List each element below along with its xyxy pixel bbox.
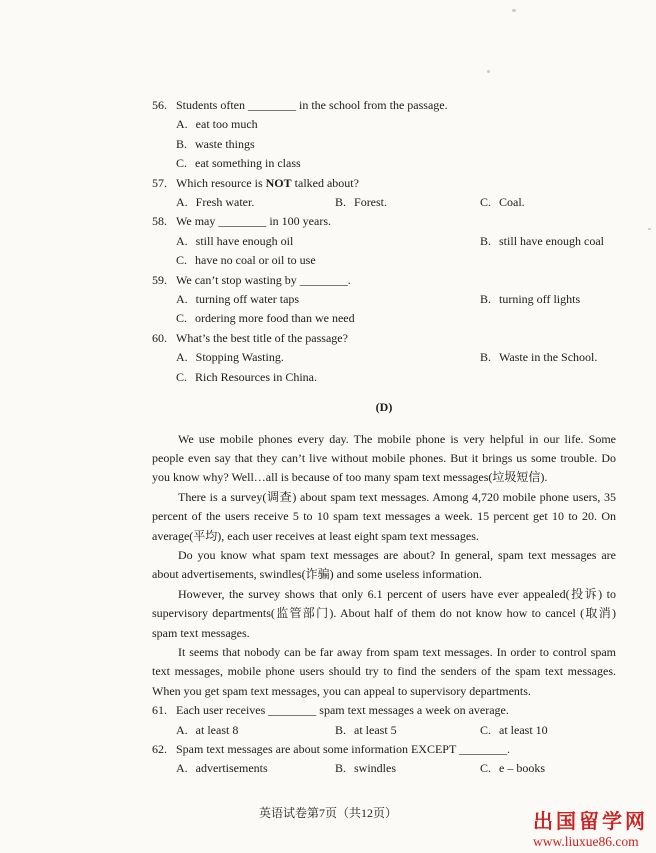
option-a <box>176 721 335 740</box>
option-label: B. <box>176 136 188 151</box>
option-c <box>480 193 616 212</box>
option-text: turning off lights <box>499 292 581 307</box>
option-a <box>176 348 480 367</box>
option-label: A. <box>176 292 188 307</box>
option-label: C. <box>176 311 188 326</box>
passage-paragraph: Do you know what spam text messages are about? In general, spam text messages are about advertisements, swindles(诈骗) and some useless information. <box>152 547 616 582</box>
option-b <box>335 759 480 778</box>
question-stem: What’s the best title of the passage? <box>176 330 348 345</box>
question-number: 59. <box>152 272 167 287</box>
scan-speck <box>648 228 651 230</box>
option-label: C. <box>176 253 188 268</box>
question-number: 56. <box>152 98 167 112</box>
option-text: have no coal or oil to use <box>195 253 316 268</box>
option-b <box>176 135 616 154</box>
question-59 <box>152 271 616 329</box>
option-c <box>176 309 616 328</box>
question-60 <box>152 329 616 387</box>
option-b <box>480 290 616 309</box>
option-text: Waste in the School. <box>499 350 598 365</box>
question-number: 61. <box>152 703 167 718</box>
option-label: A. <box>176 761 188 776</box>
passage-paragraph: However, the survey shows that only 6.1 percent of users have ever appealed(投诉) to supervisory departments(监管部门). About half of them do not know how to cancel (取消) spam text messages. <box>152 586 616 640</box>
option-a <box>176 759 335 778</box>
option-text: at least 5 <box>354 722 397 737</box>
option-b <box>480 348 616 367</box>
question-stem <box>176 174 616 193</box>
question-61 <box>152 701 616 740</box>
option-label: A. <box>176 195 188 210</box>
question-number: 57. <box>152 175 167 190</box>
question-number: 62. <box>152 742 167 756</box>
option-c <box>480 721 616 740</box>
option-b <box>480 232 616 251</box>
question-number: 60. <box>152 330 167 345</box>
option-c <box>176 251 616 270</box>
option-text: Forest. <box>354 195 388 210</box>
question-stem: Spam text messages are about some information EXCEPT ________. <box>176 742 511 756</box>
watermark-url: www.liuxue86.com <box>533 834 639 850</box>
option-a <box>176 290 480 309</box>
option-label: B. <box>335 722 347 737</box>
option-text: still have enough oil <box>195 233 294 248</box>
option-label: B. <box>480 350 492 365</box>
option-text: turning off water taps <box>195 292 300 307</box>
question-57 <box>152 174 616 213</box>
question-stem: Students often ________ in the school from the passage. <box>176 98 448 112</box>
question-stem: Each user receives ________ spam text messages a week on average. <box>176 703 509 718</box>
option-label: B. <box>480 292 492 307</box>
question-stem: We can’t stop wasting by ________. <box>176 272 351 287</box>
option-text: eat something in class <box>195 156 301 171</box>
option-text: waste things <box>195 136 255 151</box>
option-text: ordering more food than we need <box>195 311 355 326</box>
option-a <box>176 115 616 134</box>
option-label: C. <box>480 722 492 737</box>
scan-speck <box>512 9 516 12</box>
option-text: Rich Resources in China. <box>195 369 317 384</box>
option-text: eat too much <box>195 117 258 132</box>
question-56 <box>152 96 616 174</box>
option-text: still have enough coal <box>499 233 604 248</box>
option-label: A. <box>176 722 188 737</box>
page-content <box>152 96 616 779</box>
passage-paragraph: It seems that nobody can be far away from spam text messages. In order to control spam text messages, mobile phone users should try to find the senders of the spam text messages. When you get spam text messages, you can appeal to supervisory departments. <box>152 644 616 698</box>
option-b <box>335 721 480 740</box>
option-text: Fresh water. <box>195 195 255 210</box>
option-c <box>480 759 616 778</box>
option-label: B. <box>335 761 347 776</box>
option-label: C. <box>176 156 188 171</box>
option-text: at least 10 <box>499 722 548 737</box>
option-text: e – books <box>499 761 546 776</box>
option-text: Stopping Wasting. <box>195 350 284 365</box>
option-label: C. <box>480 761 492 776</box>
option-c <box>176 154 616 173</box>
reading-passage <box>152 430 616 702</box>
option-text: advertisements <box>195 761 268 776</box>
question-stem: We may ________ in 100 years. <box>176 214 332 229</box>
page-footer: 英语试卷第7页（共12页） <box>258 806 397 820</box>
option-label: A. <box>176 350 188 365</box>
passage-paragraph: We use mobile phones every day. The mobile phone is very helpful in our life. Some people even say that they can’t live without mobile phones. But it brings us some trouble. Do you know why? Well…all is because of too many spam text messages(垃圾短信). <box>152 431 616 485</box>
option-label: B. <box>480 233 492 248</box>
option-a <box>176 193 335 212</box>
option-label: C. <box>480 195 492 210</box>
stem-text: Which resource is <box>176 175 266 190</box>
option-text: swindles <box>354 761 397 776</box>
question-number: 58. <box>152 214 167 229</box>
option-b <box>335 193 480 212</box>
option-label: C. <box>176 369 188 384</box>
option-a <box>176 232 480 251</box>
scan-speck <box>487 70 490 73</box>
question-62 <box>152 740 616 779</box>
watermark <box>533 811 648 850</box>
stem-text: talked about? <box>291 175 359 190</box>
option-label: A. <box>176 117 188 132</box>
option-c <box>176 368 616 387</box>
option-text: at least 8 <box>195 722 239 737</box>
option-text: Coal. <box>499 195 525 210</box>
stem-emphasis: NOT <box>265 175 292 190</box>
watermark-site-name: 出国留学网 <box>533 811 648 834</box>
section-label: (D) <box>375 400 393 415</box>
passage-paragraph: There is a survey(调查) about spam text messages. Among 4,720 mobile phone users, 35 percent of the users receive 5 to 10 spam text messages a week. 15 percent get 10 to 20. On average(平均), each user receives at least eight spam text messages. <box>152 489 616 543</box>
option-label: B. <box>335 195 347 210</box>
question-58 <box>152 212 616 270</box>
option-label: A. <box>176 233 188 248</box>
